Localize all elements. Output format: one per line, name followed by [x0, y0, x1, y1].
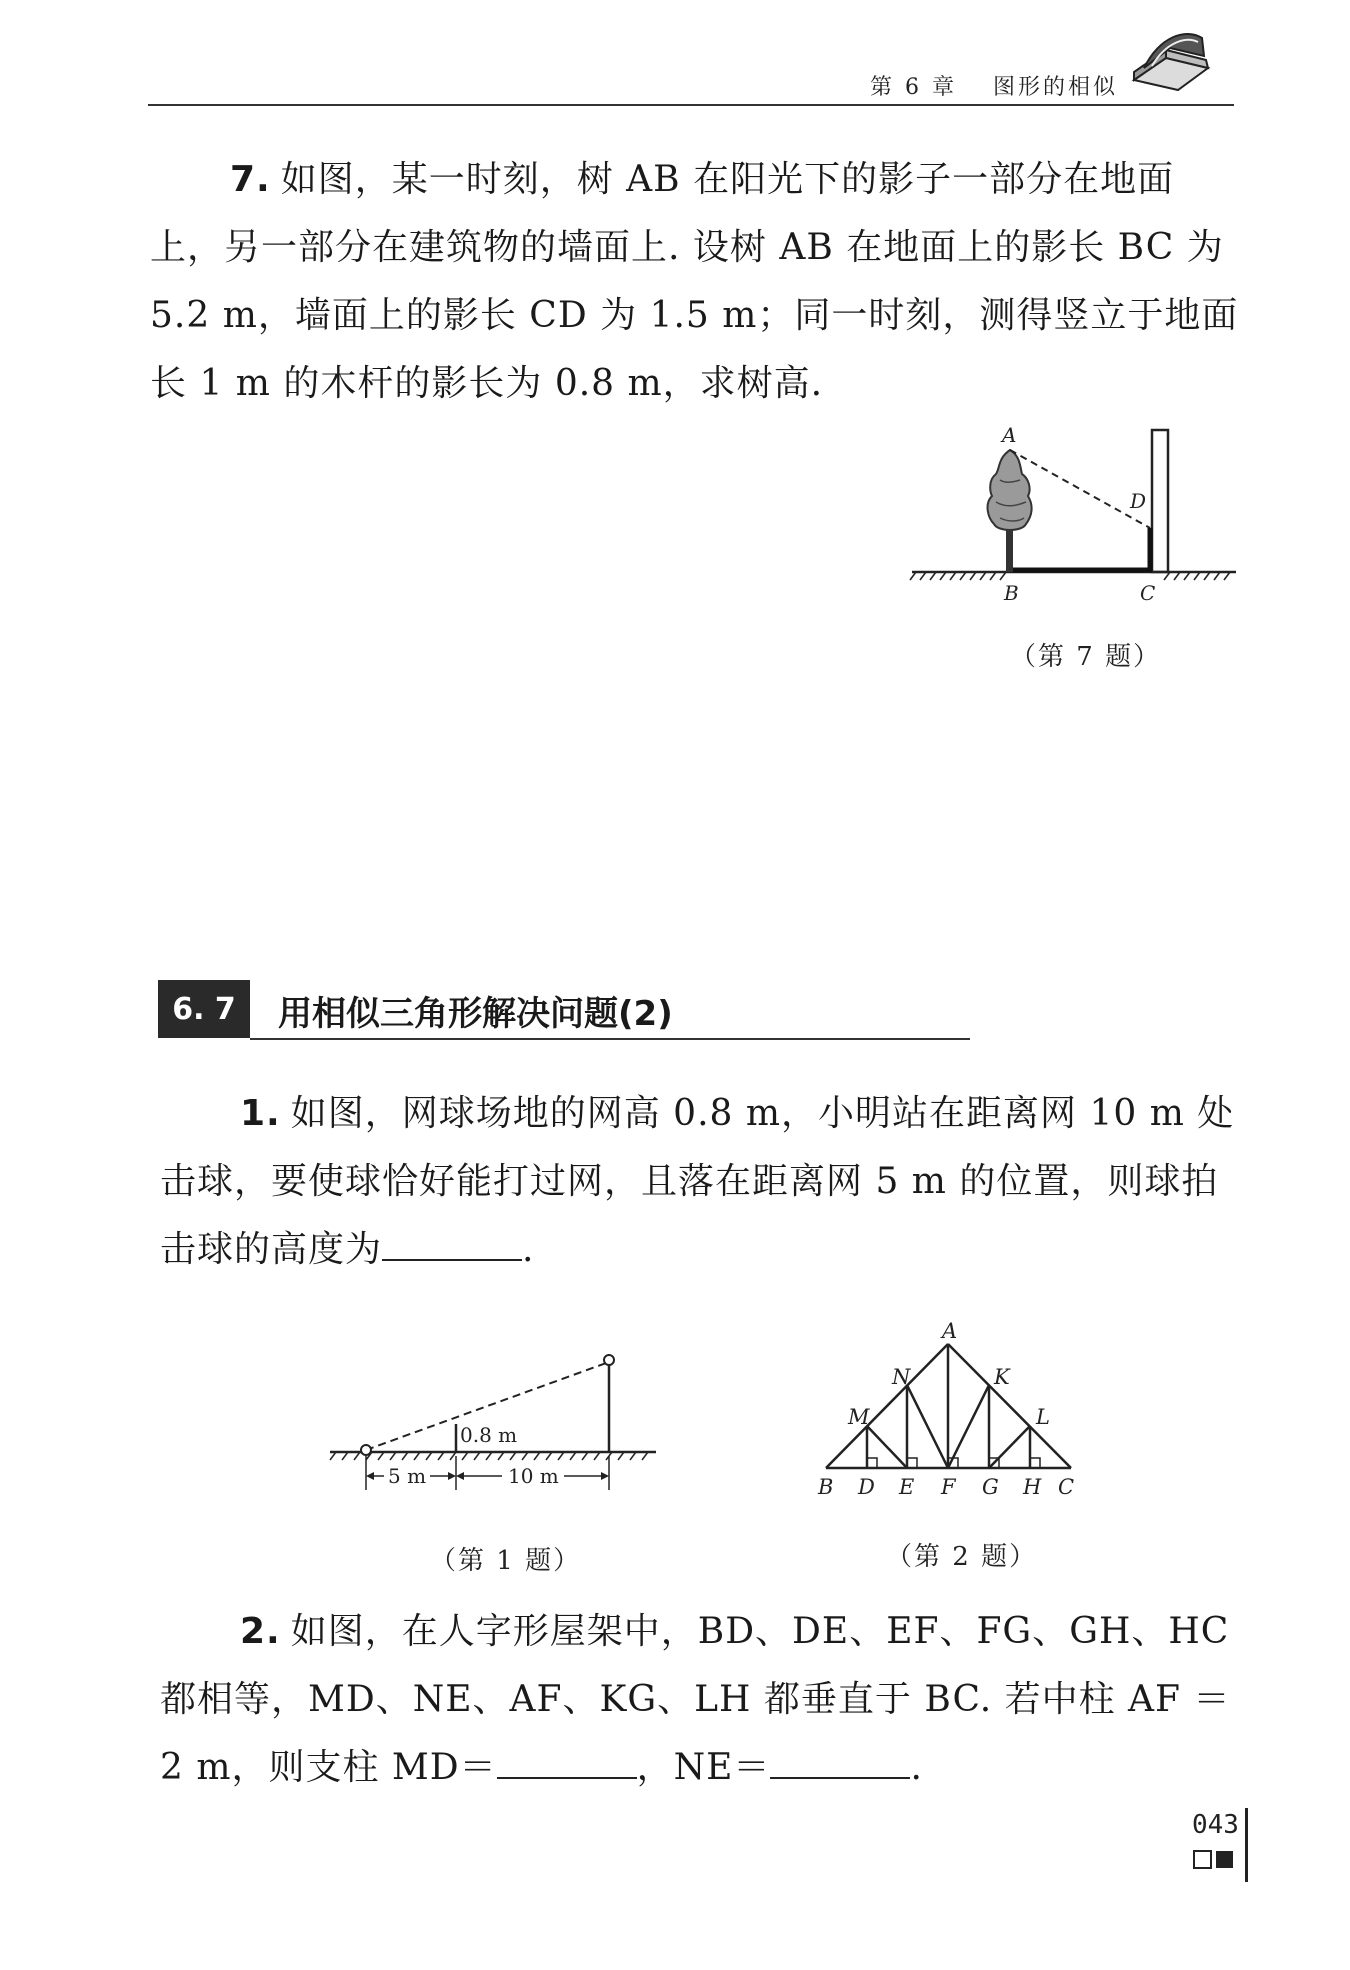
figure-1-caption: （第 1 题） [430, 1546, 582, 1576]
figure-2-label-a: A [942, 1319, 958, 1343]
problem-7 [150, 146, 1240, 418]
section-title: 用相似三角形解决问题(2) [278, 994, 673, 1034]
page-marker-icon [1192, 1848, 1242, 1870]
figure-2-label-k: K [994, 1365, 1010, 1389]
figure-2-caption: （第 2 题） [886, 1542, 1038, 1572]
figure-2-label-m: M [848, 1405, 870, 1429]
figure-2-label-n: N [892, 1365, 911, 1389]
figure-1-net-label: 0.8 m [460, 1423, 518, 1447]
problem-2-text: 如图，在人字形屋架中，BD、DE、EF、FG、GH、HC 都相等，MD、NE、AF、KG、LH 都垂直于 BC. 若中柱 AF ＝ 2 m，则支柱 MD＝ [160, 1611, 1231, 1788]
figure-2-label-b: B [818, 1475, 834, 1499]
page-number-rule [1245, 1808, 1248, 1882]
problem-1-period: . [522, 1229, 535, 1270]
chapter-number: 第 6 章 [870, 75, 957, 100]
problem-2-middle-text: ，NE＝ [636, 1747, 771, 1788]
problem-2-md-answer-blank[interactable] [497, 1743, 637, 1779]
figure-2-label-h: H [1023, 1475, 1042, 1499]
figure-7-caption: （第 7 题） [1010, 642, 1162, 672]
problem-7-number: 7. [230, 159, 271, 200]
figure-1-dist-5: 5 m [388, 1464, 427, 1488]
figure-1-tennis [326, 1340, 666, 1500]
figure-7-label-b: B [1004, 581, 1019, 605]
figure-1-dist-10: 10 m [508, 1464, 559, 1488]
figure-2-label-g: G [982, 1475, 999, 1499]
header-rule [148, 104, 1234, 106]
section-rule [250, 1038, 970, 1040]
figure-2-roof-truss [806, 1316, 1086, 1506]
problem-1-number: 1. [240, 1093, 281, 1134]
figure-2-label-f: F [941, 1475, 956, 1499]
figure-2-label-d: D [858, 1475, 875, 1499]
problem-1-answer-blank[interactable] [382, 1225, 522, 1261]
figure-7-label-d: D [1130, 489, 1147, 513]
problem-2-ne-answer-blank[interactable] [770, 1743, 910, 1779]
figure-7-tree [988, 450, 1032, 530]
section-number: 6. 7 [158, 980, 250, 1038]
problem-2 [160, 1598, 1244, 1802]
figure-7-tree-shadow [900, 420, 1250, 620]
chapter-title: 图形的相似 [992, 75, 1118, 100]
problem-7-text: 如图，某一时刻，树 AB 在阳光下的影子一部分在地面上，另一部分在建筑物的墙面上. 设树 AB 在地面上的影长 BC 为 5.2 m，墙面上的影长 CD 为 1.5 m；同一时刻，测得竖立于地面长 1 m 的木杆的影长为 0.8 m，求树高. [150, 159, 1239, 404]
book-icon [1130, 28, 1212, 98]
problem-1-text: 如图，网球场地的网高 0.8 m，小明站在距离网 10 m 处击球，要使球恰好能打过网，且落在距离网 5 m 的位置，则球拍击球的高度为 [160, 1093, 1235, 1270]
figure-7-label-a: A [1002, 423, 1017, 447]
figure-1-hit-point [604, 1355, 614, 1365]
figure-2-label-e: E [899, 1475, 915, 1499]
figure-1-landing-point [361, 1445, 371, 1455]
figure-2-label-c: C [1058, 1475, 1075, 1499]
problem-1 [160, 1080, 1244, 1284]
problem-2-number: 2. [240, 1611, 281, 1652]
running-header [870, 70, 1144, 101]
figure-2-label-l: L [1036, 1405, 1050, 1429]
problem-2-period: . [910, 1747, 923, 1788]
figure-7-label-c: C [1140, 581, 1156, 605]
figure-7-wall [1152, 430, 1168, 572]
page-number: 043 [1192, 1810, 1239, 1840]
